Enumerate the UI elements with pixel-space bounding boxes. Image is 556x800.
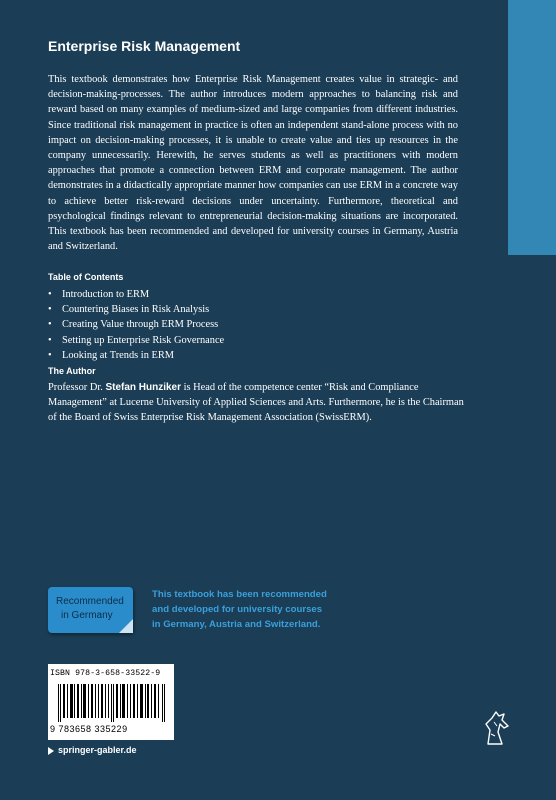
- recommendation-line: in Germany, Austria and Switzerland.: [152, 619, 321, 630]
- accent-bar: [508, 0, 556, 255]
- recommendation-line: This textbook has been recommended: [152, 589, 327, 600]
- toc-item: • Countering Biases in Risk Analysis: [48, 302, 224, 317]
- barcode-digits: 9 783658 335229: [50, 724, 128, 734]
- barcode-bars: [58, 684, 166, 722]
- toc-item: • Looking at Trends in ERM: [48, 348, 224, 363]
- author-bio-text: is Head of the competence center “Risk and Compliance Management” at Lucerne University of Applied Sciences and Arts. Furthermore, he is the Chairman of the Board of Swiss Enterprise Risk Management Association (SwissERM).: [48, 382, 464, 424]
- book-title: Enterprise Risk Management: [48, 38, 241, 54]
- triangle-right-icon: [48, 747, 54, 755]
- isbn-barcode: [48, 664, 174, 740]
- recommended-badge: [48, 587, 133, 633]
- recommendation-text: [152, 587, 327, 632]
- badge-line-2: in Germany: [61, 610, 113, 621]
- recommendation-line: and developed for university courses: [152, 604, 323, 615]
- publisher-url[interactable]: [48, 745, 137, 755]
- author-name: Stefan Hunziker: [105, 382, 182, 393]
- badge-line-1: Recommended: [56, 596, 124, 607]
- toc-list: [48, 287, 224, 363]
- author-prefix: Professor Dr.: [48, 382, 106, 393]
- book-description: This textbook demonstrates how Enterprise Risk Management creates value in strategic- and decision-making-processes. The author introduces modern approaches to balancing risk and reward based on many examples of medium-sized and large companies from different industries. Since traditional risk management in practice is often an independent stand-alone process with no impact on decision-making processes, it is unable to create value and ties up resources in the company unnecessarily. Herewith, he serves students as well as practitioners with modern approaches that promote a connection between ERM and corporate management. The author demonstrates in a didactically appropriate manner how companies can use ERM in a concrete way to achieve better risk-reward decisions under uncertainty. Furthermore, theoretical and psychological findings relevant to entrepreneurial decision-making situations are incorporated. This textbook has been recommended and developed for university courses in Germany, Austria and Switzerland.: [48, 74, 458, 253]
- toc-item: • Introduction to ERM: [48, 287, 224, 302]
- toc-heading: Table of Contents: [48, 272, 124, 282]
- author-bio: [48, 380, 468, 426]
- toc-item: • Creating Value through ERM Process: [48, 317, 224, 332]
- publisher-url-text[interactable]: springer-gabler.de: [58, 745, 137, 755]
- page-fold-icon: [119, 619, 133, 633]
- toc-item: • Setting up Enterprise Risk Governance: [48, 333, 224, 348]
- author-heading: The Author: [48, 366, 96, 376]
- springer-horse-logo: [482, 710, 512, 746]
- isbn-number: ISBN 978-3-658-33522-9: [50, 669, 161, 678]
